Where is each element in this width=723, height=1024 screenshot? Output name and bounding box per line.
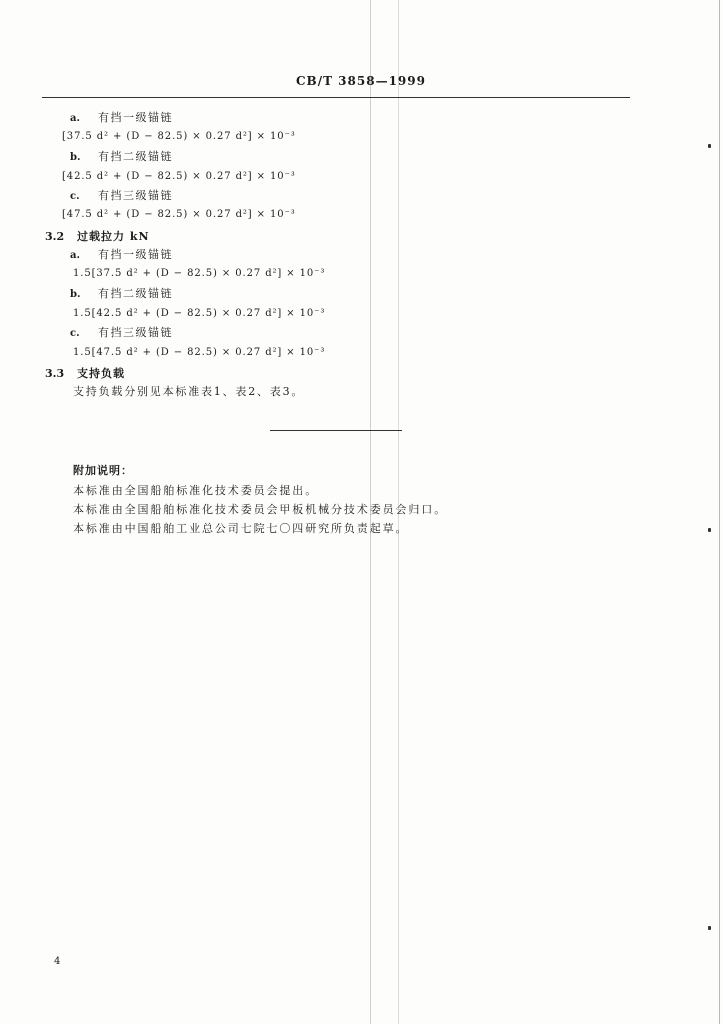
item-letter: a.	[70, 250, 80, 261]
item-label: 有挡三级锚链	[98, 189, 173, 202]
formula: 1.5[37.5 d² + (D − 82.5) × 0.27 d²] × 10⁻³	[73, 268, 326, 279]
item-label: 有挡二级锚链	[98, 287, 173, 300]
note-line: 本标准由中国船舶工业总公司七院七〇四研究所负责起草。	[73, 522, 409, 535]
item-label: 有挡二级锚链	[98, 150, 173, 163]
formula: [42.5 d² + (D − 82.5) × 0.27 d²] × 10⁻³	[62, 171, 296, 182]
end-rule	[270, 430, 402, 431]
scan-artifact-dot	[708, 144, 711, 148]
section-title: 支持负载	[77, 367, 125, 380]
formula: 1.5[47.5 d² + (D − 82.5) × 0.27 d²] × 10⁻³	[73, 347, 326, 358]
item-label: 有挡一级锚链	[98, 111, 173, 124]
section-number: 3.3	[45, 367, 65, 380]
section-number: 3.2	[45, 230, 65, 243]
formula: 1.5[42.5 d² + (D − 82.5) × 0.27 d²] × 10⁻³	[73, 308, 326, 319]
page-number: 4	[54, 956, 61, 967]
item-letter: c.	[70, 328, 80, 339]
scan-artifact-line	[719, 0, 720, 1024]
formula: [47.5 d² + (D − 82.5) × 0.27 d²] × 10⁻³	[62, 209, 296, 220]
note-line: 本标准由全国船舶标准化技术委员会甲板机械分技术委员会归口。	[73, 503, 448, 516]
formula: [37.5 d² + (D − 82.5) × 0.27 d²] × 10⁻³	[62, 131, 296, 142]
item-label: 有挡一级锚链	[98, 248, 173, 261]
notes-title: 附加说明：	[73, 464, 133, 477]
header-rule	[42, 97, 630, 98]
item-letter: b.	[70, 289, 81, 300]
note-line: 本标准由全国船舶标准化技术委员会提出。	[73, 484, 319, 497]
item-label: 有挡三级锚链	[98, 326, 173, 339]
item-letter: b.	[70, 152, 81, 163]
section-text: 支持负载分别见本标准表1、表2、表3。	[73, 385, 305, 398]
standard-code-header: CB/T 3858—1999	[296, 74, 426, 88]
section-title: 过载拉力 kN	[77, 230, 150, 243]
scan-artifact-dot	[708, 528, 711, 532]
scan-artifact-dot	[708, 926, 711, 930]
item-letter: c.	[70, 191, 80, 202]
item-letter: a.	[70, 113, 80, 124]
